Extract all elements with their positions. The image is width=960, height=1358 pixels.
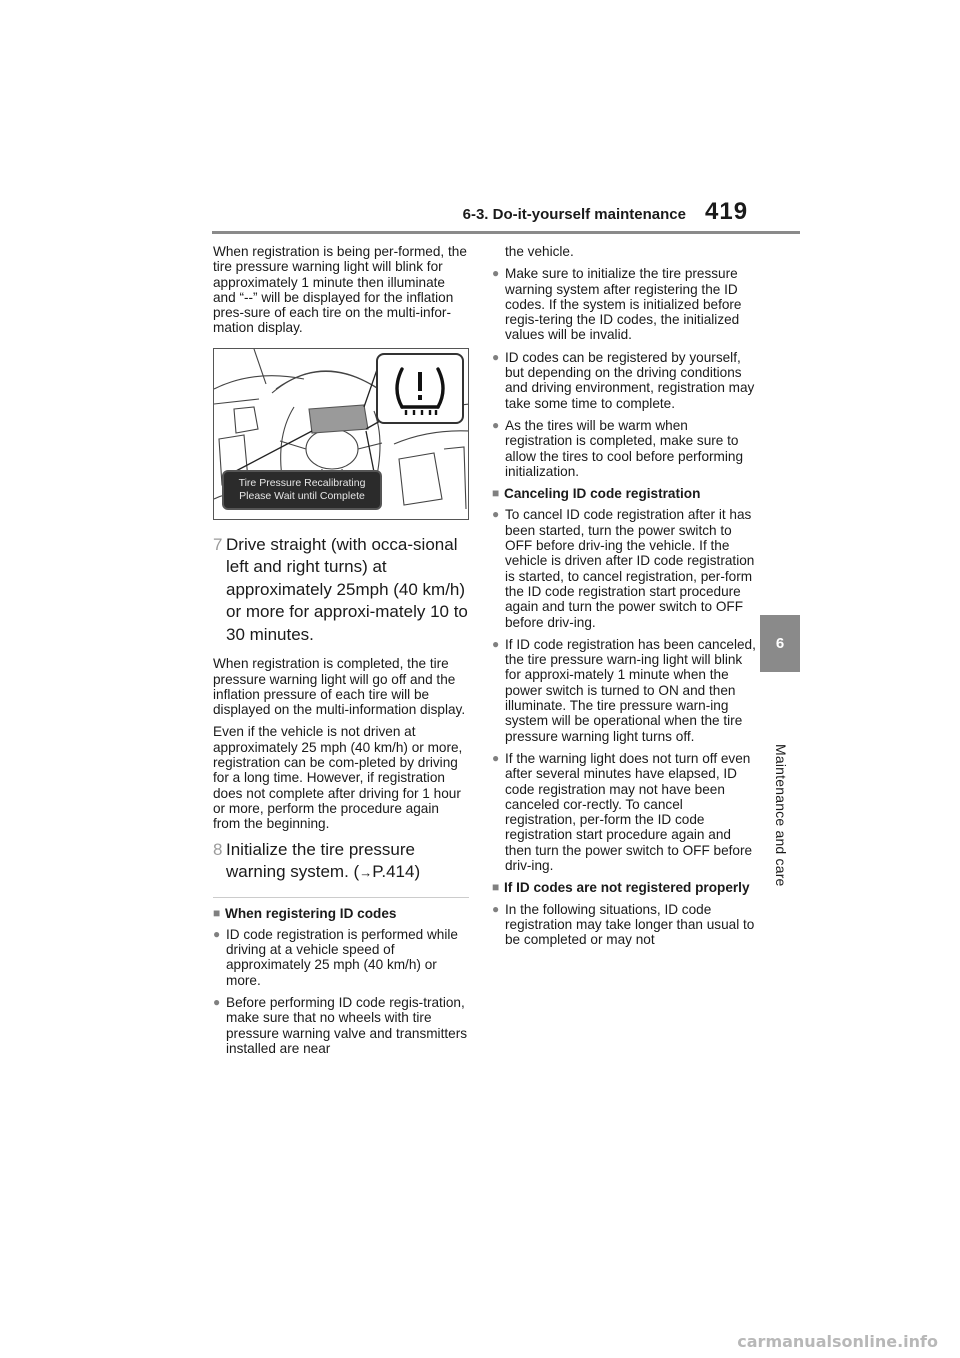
message-line-2: Please Wait until Complete [239, 489, 365, 502]
square-bullet-icon: ■ [492, 880, 500, 895]
round-bullet-icon: ● [492, 901, 500, 916]
step-7 [213, 534, 469, 647]
heading-not-registered-text: If ID codes are not registered properly [504, 880, 750, 896]
step-7-text: Drive straight (with occa-sional left and right turns) at approximately 25mph (40 km/h) or more for approxi-mately 10 to 30 minutes. [226, 534, 468, 644]
watermark: carmanualsonline.info [737, 1332, 938, 1351]
round-bullet-icon: ● [492, 750, 500, 765]
list-item-text: To cancel ID code registration after it has been started, turn the power switch to OFF before driv-ing the vehicle. If the vehicle is driven after ID code registration is started, to cancel registration, per-form the ID code registration start procedure again and turn the power switch to OFF before driv-ing. [505, 507, 755, 630]
dashboard-illustration [213, 348, 469, 520]
right-column [492, 244, 756, 954]
heading-registering-text: When registering ID codes [225, 905, 397, 921]
list-item [492, 350, 756, 411]
step-8-number: 8 [213, 839, 223, 859]
left-column [213, 244, 469, 1063]
message-line-1: Tire Pressure Recalibrating [238, 476, 366, 489]
page-reference-link[interactable]: P.414) [372, 862, 421, 882]
square-bullet-icon: ■ [213, 905, 221, 920]
list-item-text: ID codes can be registered by yourself, but depending on the driving conditions and driving environment, registration may take some time to complete. [505, 349, 755, 411]
list-item-text: Before performing ID code regis-tration, make sure that no wheels with tire pressure warning valve and transmitters installed are near [226, 995, 468, 1056]
round-bullet-icon: ● [492, 636, 500, 651]
arrow-right-icon: → [359, 865, 373, 881]
round-bullet-icon: ● [213, 926, 221, 941]
list-item [492, 266, 756, 342]
step-8-text [226, 839, 469, 885]
list-item [213, 995, 469, 1056]
tire-pressure-warning-icon [376, 353, 464, 424]
list-item-continued [492, 244, 756, 259]
list-item [492, 507, 756, 629]
recalibrating-message [222, 470, 382, 510]
section-divider [213, 897, 469, 898]
round-bullet-icon: ● [492, 266, 500, 281]
round-bullet-icon: ● [492, 349, 500, 364]
step-8-text-a: Initialize the tire pressure warning system. ( [226, 839, 415, 882]
heading-registering [213, 906, 469, 921]
chapter-tab: 6 [760, 615, 800, 672]
list-item [213, 927, 469, 988]
completion-paragraph: When registration is completed, the tire pressure warning light will go off and the inflation pressure of each tire will be displayed on the multi-information display. [213, 656, 466, 718]
chapter-label: Maintenance and care [773, 744, 789, 887]
heading-canceling [492, 486, 756, 501]
section-title: 6-3. Do-it-yourself maintenance [462, 206, 686, 223]
step-7-number: 7 [213, 534, 223, 554]
heading-not-registered [492, 880, 756, 895]
square-bullet-icon: ■ [492, 486, 500, 501]
round-bullet-icon: ● [213, 995, 221, 1010]
list-item-text: the vehicle. [505, 244, 574, 259]
list-item-text: In the following situations, ID code registration may take longer than usual to be completed or may not [505, 901, 755, 948]
list-item-text: As the tires will be warm when registration is completed, make sure to allow the tires to cool before performing initialization. [505, 417, 744, 479]
round-bullet-icon: ● [492, 417, 500, 432]
list-item-text: If the warning light does not turn off even after several minutes have elapsed, ID code registration may not have been canceled cor-rectly. To cancel registration, per-form the ID code registration start procedure again and then turn the power switch to OFF before driv-ing. [505, 750, 753, 873]
list-item [492, 418, 756, 479]
round-bullet-icon: ● [492, 507, 500, 522]
list-item-text: If ID code registration has been canceled, the tire pressure warn-ing light will blink for approxi-mately 1 minute when the power switch is turned to ON and then illuminate. The tire pressure warn-ing system will be operational when the tire pressure warning light turns off. [505, 636, 756, 744]
step-8 [213, 839, 469, 885]
list-item [492, 902, 756, 948]
long-drive-paragraph: Even if the vehicle is not driven at approximately 25 mph (40 km/h) or more, registration can be com-pleted by driving for a long time. However, if registration does not complete after driving for 1 hour or more, perform the procedure again from the beginning. [213, 724, 463, 832]
list-item [492, 751, 756, 873]
list-item-text: Make sure to initialize the tire pressure warning system after registering the ID codes. If the system is initialized before regis-tering the ID codes, the initialized values will be invalid. [505, 266, 742, 343]
list-item-text: ID code registration is performed while driving at a vehicle speed of approximately 25 mph (40 km/h) or more. [226, 926, 458, 988]
list-item [492, 637, 756, 744]
page-number: 419 [705, 198, 749, 225]
heading-canceling-text: Canceling ID code registration [504, 486, 701, 502]
intro-paragraph: When registration is being per-formed, the tire pressure warning light will blink for approximately 1 minute then illuminate and “--” will be displayed for the inflation pres-sure of each tire on the multi-infor-mation display. [213, 244, 467, 336]
header-rule [212, 231, 800, 234]
